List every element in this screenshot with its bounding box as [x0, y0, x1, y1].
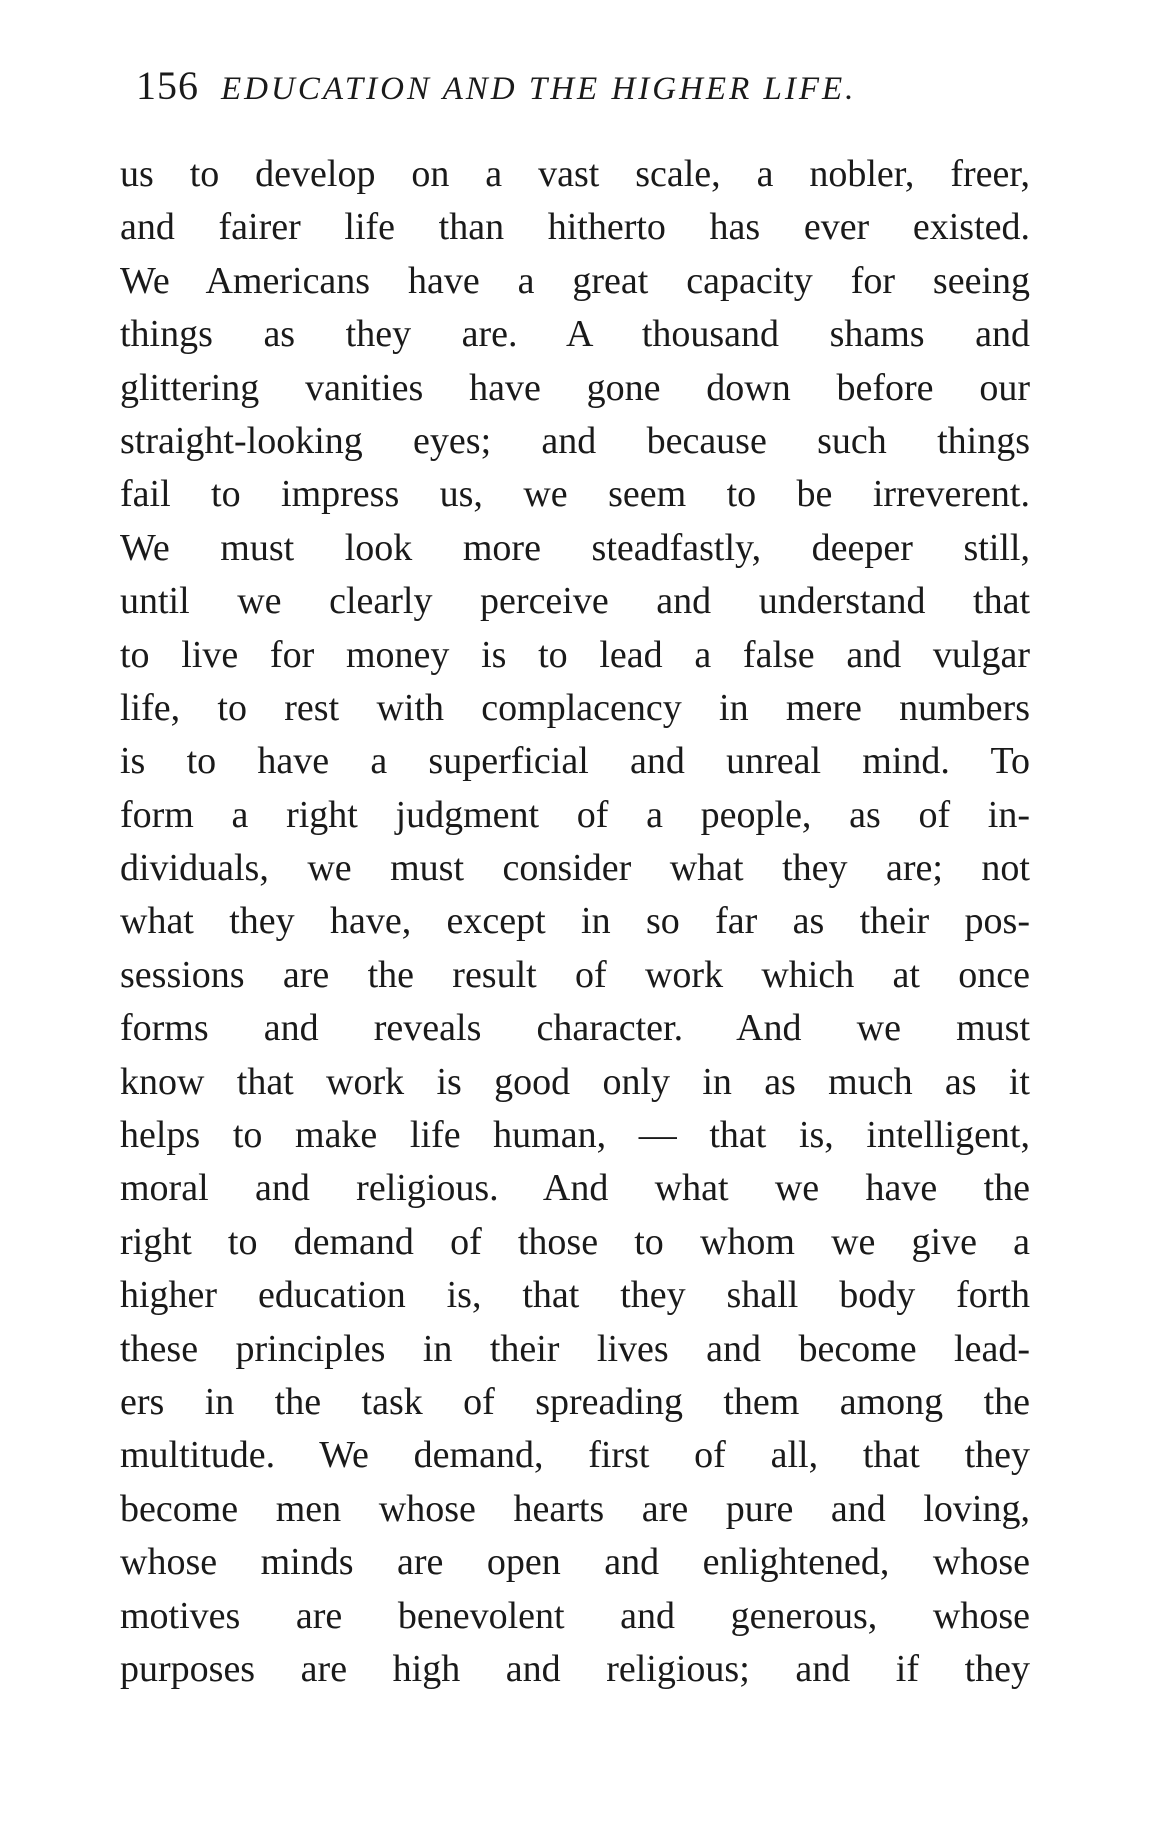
text-line: straight-looking eyes; and because such things	[120, 419, 1030, 462]
text-line: sessions are the result of work which at once	[120, 953, 1030, 996]
text-line: We must look more steadfastly, deeper still,	[120, 526, 1030, 569]
text-line: what they have, except in so far as their pos-	[120, 900, 1030, 943]
text-line: ers in the task of spreading them among the	[120, 1380, 1030, 1423]
body-text	[120, 148, 1030, 1696]
text-line: us to develop on a vast scale, a nobler, freer,	[120, 153, 1030, 195]
text-line: whose minds are open and enlightened, whose	[120, 1541, 1030, 1584]
text-line: multitude. We demand, first of all, that they	[120, 1434, 1030, 1477]
text-line: form a right judgment of a people, as of in-	[120, 793, 1030, 836]
text-line: helps to make life human, — that is, intelligent,	[120, 1114, 1030, 1157]
text-line: forms and reveals character. And we must	[120, 1007, 1030, 1050]
text-line: glittering vanities have gone down before our	[120, 366, 1030, 409]
text-line: to live for money is to lead a false and vulgar	[120, 633, 1030, 676]
running-head	[136, 62, 1016, 118]
text-line: become men whose hearts are pure and loving,	[120, 1487, 1030, 1530]
page-number: 156	[136, 63, 199, 108]
text-line: fail to impress us, we seem to be irreverent.	[120, 473, 1030, 516]
text-line: dividuals, we must consider what they are; not	[120, 847, 1030, 890]
text-line: motives are benevolent and generous, whose	[120, 1594, 1030, 1637]
running-title: EDUCATION AND THE HIGHER LIFE.	[221, 71, 857, 107]
text-line: higher education is, that they shall body forth	[120, 1274, 1030, 1317]
text-line: We Americans have a great capacity for seeing	[120, 259, 1030, 302]
text-line: moral and religious. And what we have the	[120, 1167, 1030, 1210]
text-line: life, to rest with complacency in mere numbers	[120, 686, 1030, 729]
text-line: things as they are. A thousand shams and	[120, 313, 1030, 356]
text-line: know that work is good only in as much as it	[120, 1060, 1030, 1103]
text-line: is to have a superficial and unreal mind. To	[120, 740, 1030, 783]
text-line: and fairer life than hitherto has ever existed.	[120, 206, 1030, 249]
text-line: until we clearly perceive and understand that	[120, 580, 1030, 623]
text-line: these principles in their lives and become lead-	[120, 1327, 1030, 1370]
text-line: right to demand of those to whom we give a	[120, 1220, 1030, 1263]
text-line: purposes are high and religious; and if they	[120, 1647, 1030, 1690]
